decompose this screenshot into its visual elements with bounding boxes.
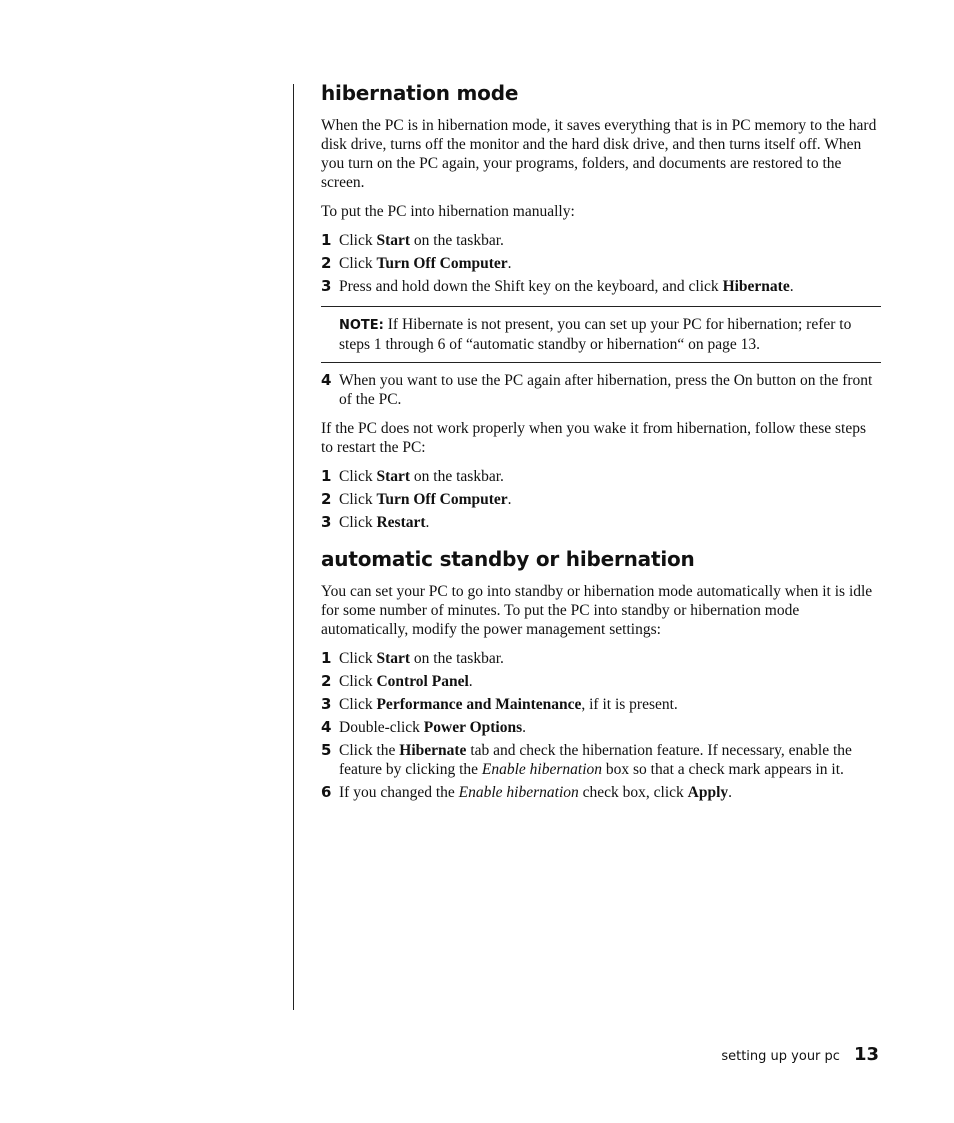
margin-rule — [293, 84, 294, 1010]
step-text: Press and hold down the Shift key on the keyboard, and click — [339, 278, 723, 295]
step-text: , if it is present. — [581, 696, 678, 713]
step-number: 1 — [321, 231, 332, 249]
list-item — [321, 277, 881, 296]
step-number: 2 — [321, 254, 332, 272]
footer-section-label: setting up your pc — [721, 1049, 840, 1064]
list-item — [321, 490, 881, 509]
step-number: 3 — [321, 513, 332, 531]
list-item — [321, 672, 881, 691]
step-ui-term: Apply — [687, 784, 729, 801]
step-ui-term: Start — [376, 468, 411, 485]
page-content — [321, 80, 881, 812]
step-text: tab and check the hibernation feature. If necessary, enable the feature by clicking the — [339, 742, 852, 778]
step-ui-term: Turn Off Computer — [376, 255, 508, 272]
list-item — [321, 513, 881, 532]
step-number: 1 — [321, 467, 332, 485]
step-text: . — [507, 255, 512, 272]
list-item — [321, 695, 881, 714]
step-ui-term: Power Options — [423, 719, 523, 736]
list-item — [321, 783, 881, 802]
step-ui-term: Start — [376, 232, 411, 249]
hibernate-steps-list — [321, 231, 881, 296]
list-item — [321, 371, 881, 409]
list-item — [321, 741, 881, 779]
step-text: If you changed the — [339, 784, 459, 801]
hibernate-steps-continued — [321, 371, 881, 409]
page-footer — [721, 1044, 879, 1065]
step-number: 4 — [321, 371, 332, 389]
page-number: 13 — [853, 1044, 879, 1065]
step-number: 6 — [321, 783, 332, 801]
step-text: . — [789, 278, 794, 295]
restart-steps-list — [321, 467, 881, 532]
note-text: If Hibernate is not present, you can set up your PC for hibernation; refer to steps 1 through 6 of “automatic standby or hibernation“ on page 13. — [339, 316, 852, 353]
step-ui-term: Restart — [376, 514, 426, 531]
step-text: . — [468, 673, 473, 690]
note-label: NOTE: — [339, 318, 384, 333]
step-option-name: Enable hibernation — [481, 761, 603, 778]
step-text: Click — [339, 468, 377, 485]
hibernation-intro: When the PC is in hibernation mode, it saves everything that is in PC memory to the hard disk drive, turns off the monitor and the hard disk drive, and then turns itself off. When you turn on the PC again, your programs, folders, and documents are restored to the screen. — [321, 117, 877, 191]
step-text: Click — [339, 650, 377, 667]
list-item — [321, 718, 881, 737]
step-text: box so that a check mark appears in it. — [602, 761, 844, 778]
step-text: on the taskbar. — [410, 468, 504, 485]
step-option-name: Enable hibernation — [458, 784, 579, 801]
step-ui-term: Performance and Maintenance — [376, 696, 582, 713]
manual-intro: To put the PC into hibernation manually: — [321, 203, 575, 220]
list-item — [321, 467, 881, 486]
step-text: . — [522, 719, 526, 736]
step-ui-term: Control Panel — [376, 673, 469, 690]
section-title-hibernation-mode: hibernation mode — [321, 81, 519, 105]
step-text: Click — [339, 673, 377, 690]
step-ui-term: Hibernate — [399, 742, 467, 759]
step-number: 2 — [321, 672, 332, 690]
step-text: Click — [339, 491, 377, 508]
step-text: . — [425, 514, 430, 531]
note-box — [321, 306, 881, 363]
step-number: 2 — [321, 490, 332, 508]
section-title-automatic-standby: automatic standby or hibernation — [321, 547, 695, 571]
standby-intro: You can set your PC to go into standby or hibernation mode automatically when it is idle for some number of minutes. To put the PC into standby or hibernation mode automatically, modify the power management settings: — [321, 583, 873, 638]
list-item — [321, 254, 881, 273]
step-text: . — [507, 491, 512, 508]
step-ui-term: Turn Off Computer — [376, 491, 508, 508]
step-ui-term: Start — [376, 650, 411, 667]
step-number: 3 — [321, 695, 332, 713]
standby-steps-list — [321, 649, 881, 802]
step-text: . — [728, 784, 733, 801]
step-text: Click the — [339, 742, 400, 759]
step-number: 1 — [321, 649, 332, 667]
list-item — [321, 649, 881, 668]
step-text: Click — [339, 255, 377, 272]
step-text: Click — [339, 514, 377, 531]
step-number: 5 — [321, 741, 332, 759]
step-text: on the taskbar. — [410, 232, 504, 249]
step-text: Click — [339, 232, 377, 249]
step-ui-term: Hibernate — [722, 278, 790, 295]
step-number: 3 — [321, 277, 332, 295]
step-text: Click — [339, 696, 377, 713]
step-text: When you want to use the PC again after hibernation, press the On button on the front of the PC. — [339, 372, 873, 408]
restart-intro: If the PC does not work properly when you wake it from hibernation, follow these steps to restart the PC: — [321, 420, 866, 456]
list-item — [321, 231, 881, 250]
step-text: on the taskbar. — [410, 650, 504, 667]
step-text: check box, click — [578, 784, 688, 801]
step-number: 4 — [321, 718, 332, 736]
step-text: Double-click — [339, 719, 424, 736]
